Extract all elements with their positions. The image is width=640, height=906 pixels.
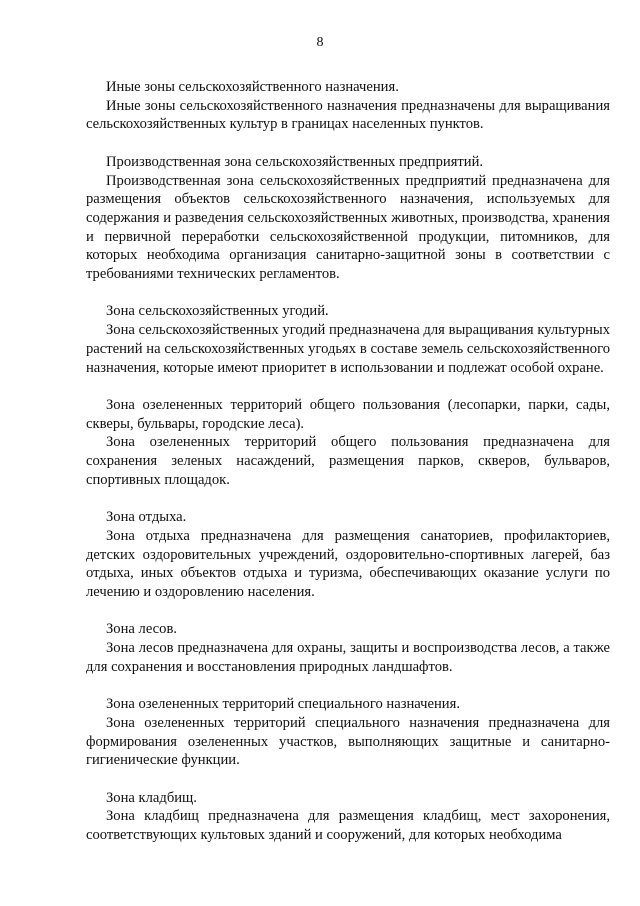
section-heading: Зона лесов. (106, 621, 177, 638)
section-heading: Зона озелененных территорий специального назначения. (106, 696, 460, 713)
section-paragraph: Зона сельскохозяйственных угодий предназначена для выращивания культурных растений на сельскохозяйственных угодьях в составе земель сельскохозяйственного назначения, которые имеют приоритет в использовании и подлежат особой охране. (86, 322, 610, 376)
section-heading: Зона озелененных территорий общего пользования (лесопарки, парки, сады, скверы, бульвары, городские леса). (86, 396, 610, 432)
page-number: 8 (316, 35, 324, 50)
section-paragraph: Производственная зона сельскохозяйственных предприятий предназначена для размещения объектов сельскохозяйственного назначения, используемых для содержания и разведения сельскохозяйственных животных, производства, хранения и первичной переработки сельскохозяйственной продукции, питомников, для которых необходима организация санитарно-защитной зоны в соответствии с требованиями технических регламентов. (86, 172, 610, 283)
section-heading: Зона сельскохозяйственных угодий. (106, 303, 329, 320)
document-body (86, 78, 610, 845)
section-forest-zone (86, 620, 610, 676)
section-heading: Зона отдыха. (106, 509, 187, 526)
section-agricultural-enterprises-zone (86, 153, 610, 284)
section-paragraph: Зона отдыха предназначена для размещения санаториев, профилакториев, детских оздоровительных учреждений, оздоровительно-спортивных лагерей, баз отдыха, иных объектов отдыха и туризма, обеспечивающих оказание услуги по лечению и оздоровлению населения. (86, 527, 610, 600)
section-heading: Зона кладбищ. (106, 789, 197, 806)
section-agricultural-lands-zone (86, 302, 610, 377)
section-paragraph: Зона озелененных территорий специального назначения предназначена для формирования озелененных участков, выполняющих защитные и санитарно-гигиенические функции. (86, 714, 610, 769)
section-heading: Производственная зона сельскохозяйственных предприятий. (106, 153, 484, 170)
section-other-agricultural-zones (86, 78, 610, 134)
section-paragraph: Зона лесов предназначена для охраны, защиты и воспроизводства лесов, а также для сохранения и восстановления природных ландшафтов. (86, 640, 610, 675)
section-paragraph: Зона озелененных территорий общего пользования предназначена для сохранения зеленых насаждений, размещения парков, скверов, бульваров, спортивных площадок. (86, 434, 610, 488)
section-special-green-areas-zone (86, 695, 610, 770)
section-paragraph: Иные зоны сельскохозяйственного назначения предназначены для выращивания сельскохозяйственных культур в границах населенных пунктов. (86, 97, 610, 133)
section-paragraph: Зона кладбищ предназначена для размещения кладбищ, мест захоронения, соответствующих культовых зданий и сооружений, для которых необходима (86, 808, 610, 844)
section-public-green-areas-zone (86, 396, 610, 490)
section-cemetery-zone (86, 789, 610, 845)
section-heading: Иные зоны сельскохозяйственного назначения. (106, 79, 399, 95)
section-recreation-zone (86, 508, 610, 602)
